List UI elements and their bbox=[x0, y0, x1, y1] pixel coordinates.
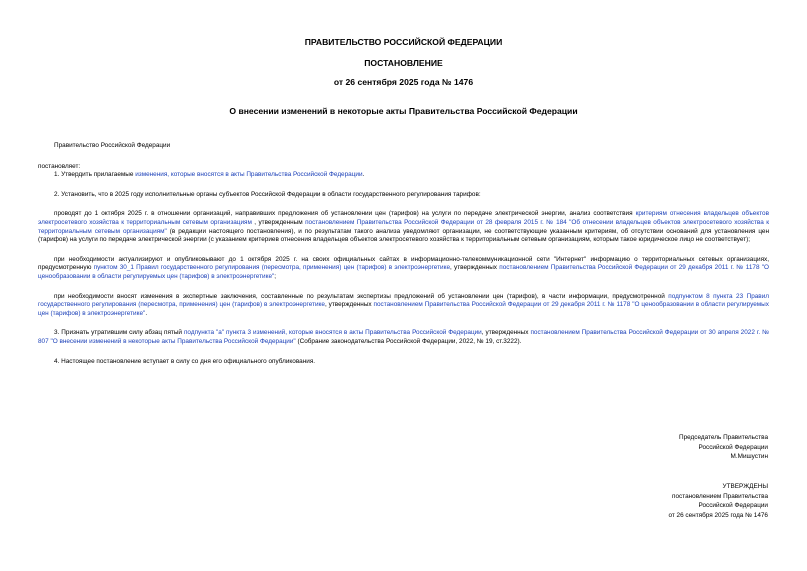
signature-name: М.Мишустин bbox=[730, 453, 768, 461]
signature-block bbox=[679, 433, 768, 462]
resolution-184-link[interactable]: постановлением Правительства Российской Федерации от 28 февраля 2015 г. № 184 "Об отнесении владельцев объектов электросетевого хозяйства к территориальным сетевым организациям" bbox=[38, 218, 769, 235]
paragraph-2: 2. Установить, что в 2025 году исполнительные органы субъектов Российской Федерации в области государственного регулирования тарифов: bbox=[54, 190, 481, 198]
paragraph-3: 3. Признать утратившим силу абзац пятый подпункта "а" пункта 3 изменений, которые вносятся в акты Правительства Российской Федерации, утвержденных постановлением Правительства Российской Федерации от 30 апреля 2022 г. № 807 "О внесении изменений в некоторые акты Правительства Российской Федерации" (Собрание законодательства Российской Федерации, 2022, № 19, ст.3222). bbox=[38, 329, 769, 345]
paragraph-4: 4. Настоящее постановление вступает в силу со дня его официального опубликования. bbox=[54, 357, 316, 365]
government-line: Правительство Российской Федерации bbox=[54, 142, 171, 149]
signature-country: Российской Федерации bbox=[698, 443, 768, 451]
paragraph-2c: при необходимости вносят изменения в экспертные заключения, составленные по результатам экспертизы предложений об установлении цен (тарифов), в части информации, предусмотренной подпунктом 8 пункта 23 Правил государственного регулирования (пересмотра, применения) цен (тарифов) в электроэнергетике, утвержденных постановлением Правительства Российской Федерации от 29 декабря 2011 г. № 1178 "О ценообразовании в области регулируемых цен (тарифов) в электроэнергетике". bbox=[38, 292, 769, 317]
approved-country: Российской Федерации bbox=[698, 502, 768, 510]
resolution-807-link[interactable]: постановлением Правительства Российской Федерации от 30 апреля 2022 г. № 807 "О внесении изменений в некоторые акты Правительства Российской Федерации" bbox=[38, 329, 769, 345]
point-30-1-link[interactable]: пунктом 30_1 Правил государственного регулирования (пересмотра, применения) цен (тарифов) в электроэнергетике bbox=[93, 264, 451, 272]
document-title: О внесении изменений в некоторые акты Правительства Российской Федерации bbox=[229, 106, 578, 116]
government-heading: ПРАВИТЕЛЬСТВО РОССИЙСКОЙ ФЕДЕРАЦИИ bbox=[304, 37, 503, 47]
subpoint-a-link[interactable]: подпункта "а" пункта 3 изменений, которые вносятся в акты Правительства Российской Федерации bbox=[183, 329, 482, 337]
subpoint-8-link[interactable]: подпунктом 8 пункта 23 Правил государственного регулирования (пересмотра, применения) цен (тарифов) в электроэнергетике bbox=[38, 292, 769, 309]
approved-by: постановлением Правительства bbox=[672, 492, 768, 500]
approved-block bbox=[668, 482, 768, 520]
paragraph-2a: проводят до 1 октября 2025 г. в отношении организаций, направивших предложения об установлении цен (тарифов) на услуги по передаче электрической энергии, анализ соответствия критериям отнесения владельцев объектов электросетевого хозяйства к территориальным сетевым организациям , утвержденным постановлением Правительства Российской Федерации от 28 февраля 2015 г. № 184 "Об отнесении владельцев объектов электросетевого хозяйства к территориальным сетевым организациям" (в редакции настоящего постановления), и по результатам такого анализа уведомляют организации, не соответствующие указанным критериям, об отсутствии оснований для установления цен (тарифов) на услуги по передаче электрической энергии (с указанием критериев отнесения владельцев объектов электросетевого хозяйства к территориальным сетевым организациям, которым такое юридическое лицо не соответствует); bbox=[38, 210, 769, 244]
resolution-1178-link[interactable]: постановлением Правительства Российской Федерации от 29 декабря 2011 г. № 1178 "О ценообразовании в области регулируемых цен (тарифов) в электроэнергетике" bbox=[38, 264, 770, 280]
document-body bbox=[38, 142, 769, 366]
approved-heading: УТВЕРЖДЕНЫ bbox=[722, 483, 768, 490]
criteria-link[interactable]: критериям отнесения владельцев объектов электросетевого хозяйства к территориальным сетевым организациям bbox=[38, 210, 769, 226]
resolution-1178-link-2[interactable]: постановлением Правительства Российской Федерации от 29 декабря 2011 г. № 1178 "О ценообразовании в области регулируемых цен (тарифов) в электроэнергетике" bbox=[38, 301, 769, 317]
document-type: ПОСТАНОВЛЕНИЕ bbox=[364, 58, 443, 68]
changes-link[interactable]: изменения, которые вносятся в акты Правительства Российской Федерации bbox=[135, 171, 363, 179]
approved-date: от 26 сентября 2025 года № 1476 bbox=[668, 511, 768, 519]
paragraph-2b: при необходимости актуализируют и опубликовывают до 1 октября 2025 г. на своих официальных сайтах в информационно-телекоммуникационной сети "Интернет" информацию о территориальных сетевых организациях, предусмотренную пунктом 30_1 Правил государственного регулирования (пересмотра, применения) цен (тарифов) в электроэнергетике, утвержденных постановлением Правительства Российской Федерации от 29 декабря 2011 г. № 1178 "О ценообразовании в области регулируемых цен (тарифов) в электроэнергетике"; bbox=[38, 255, 770, 280]
document-date-number: от 26 сентября 2025 года № 1476 bbox=[333, 77, 474, 87]
signature-position: Председатель Правительства bbox=[679, 434, 768, 441]
decides-line: постановляет: bbox=[38, 162, 81, 170]
paragraph-1: 1. Утвердить прилагаемые изменения, которые вносятся в акты Правительства Российской Федерации. bbox=[54, 171, 365, 179]
